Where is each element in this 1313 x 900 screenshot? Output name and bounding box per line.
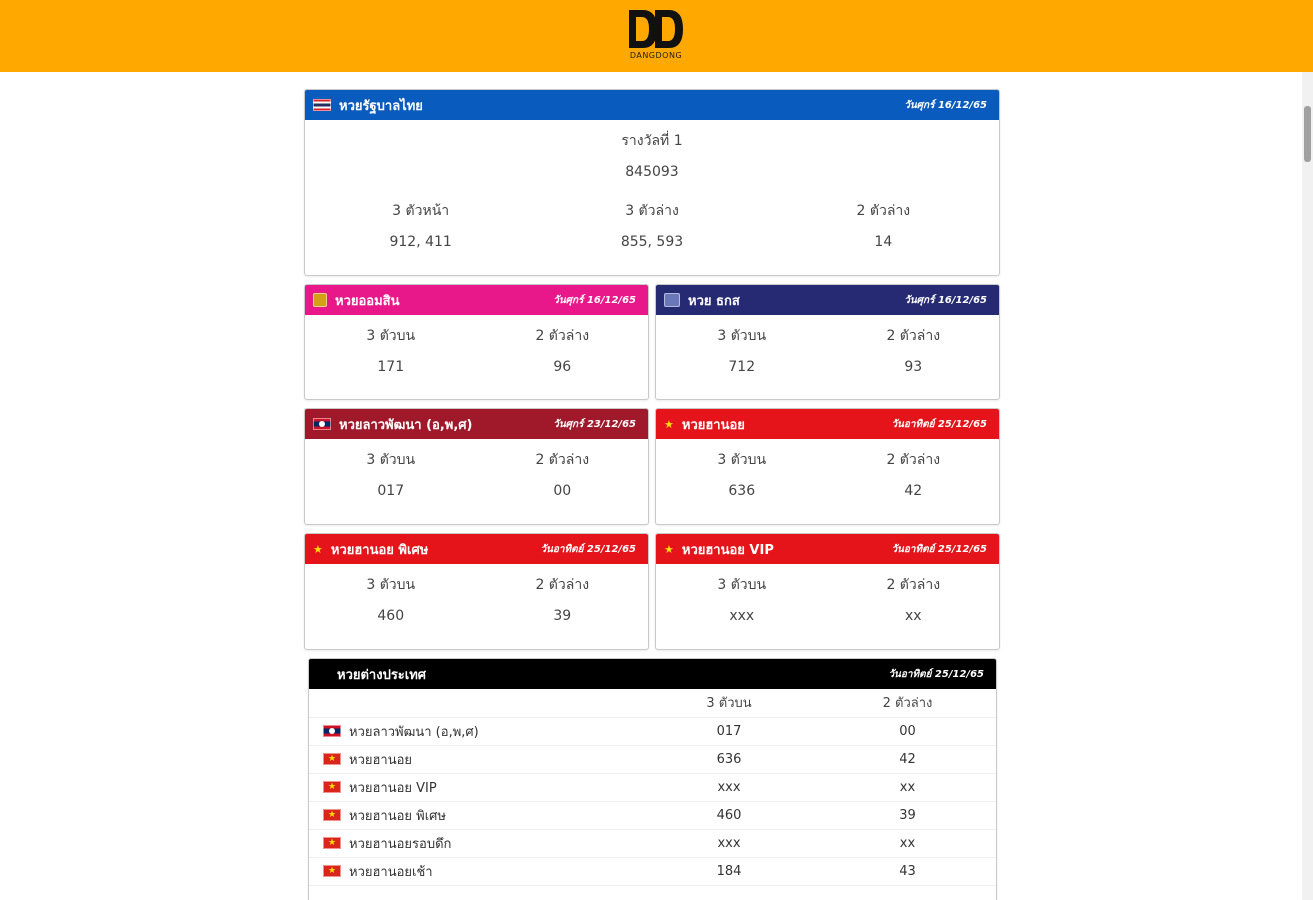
col-value: 636 (728, 483, 756, 499)
card-date: วันอาทิตย์ 25/12/65 (540, 543, 636, 555)
col-value: 96 (553, 359, 572, 375)
vietnam-flag-icon: ★ (323, 781, 341, 793)
lottery-name: หวยฮานอย พิเศษ (349, 808, 446, 824)
col-label: 3 ตัวล่าง (625, 203, 679, 219)
lottery-name: หวยลาวพัฒนา (อ,พ,ศ) (349, 724, 479, 740)
col-label: 3 ตัวบน (717, 452, 767, 468)
card-title: หวยต่างประเทศ (337, 667, 427, 683)
col-value: 93 (904, 359, 923, 375)
column-header: 3 ตัวบน (639, 689, 819, 717)
laos-flag-icon (323, 725, 341, 737)
card-header (656, 285, 999, 315)
col-value: xx (904, 608, 922, 624)
foreign-lottery-card (308, 658, 997, 900)
three-top-value: xxx (639, 829, 819, 857)
col-value: 00 (553, 483, 572, 499)
card-header (305, 285, 648, 315)
hanoi-vip-lottery-card (655, 533, 1000, 650)
col-value: 712 (728, 359, 756, 375)
gsb-logo-icon (313, 293, 327, 307)
top-header-bar (0, 0, 1313, 72)
table-row (309, 773, 996, 801)
three-top-value: 460 (639, 801, 819, 829)
vietnam-star-icon: ★ (664, 542, 674, 556)
lottery-name: หวยฮานอยเช้า (349, 864, 433, 880)
card-title: หวยออมสิน (335, 293, 400, 309)
card-header (305, 534, 648, 564)
col-label: 2 ตัวล่าง (535, 328, 590, 344)
lao-pattana-lottery-card (304, 408, 649, 525)
hanoi-special-lottery-card (304, 533, 649, 650)
card-title: หวยฮานอย พิเศษ (330, 542, 429, 558)
prize1-label: รางวัลที่ 1 (621, 133, 683, 149)
two-bottom-value: xx (819, 829, 996, 857)
col-label: 2 ตัวล่าง (886, 452, 941, 468)
lottery-name: หวยฮานอย VIP (349, 780, 437, 796)
three-top-value: 636 (639, 745, 819, 773)
card-header (656, 409, 999, 439)
two-bottom-value: 39 (819, 801, 996, 829)
column-header: 2 ตัวล่าง (819, 689, 996, 717)
laos-flag-icon (313, 418, 331, 430)
col-label: 3 ตัวบน (717, 328, 767, 344)
col-label: 3 ตัวบน (366, 577, 416, 593)
two-bottom-value: 00 (819, 717, 996, 745)
col-value: 14 (874, 234, 893, 250)
col-value: 460 (377, 608, 405, 624)
lottery-name: หวยฮานอยรอบดึก (349, 836, 452, 852)
two-bottom-value: 42 (819, 745, 996, 773)
foreign-results-table (309, 689, 996, 886)
col-label: 2 ตัวล่าง (886, 577, 941, 593)
dangdong-logo[interactable] (626, 8, 686, 64)
card-date: วันศุกร์ 16/12/65 (553, 294, 636, 306)
card-title: หวยรัฐบาลไทย (339, 98, 423, 114)
card-date: วันศุกร์ 16/12/65 (904, 294, 987, 306)
card-date: วันอาทิตย์ 25/12/65 (891, 543, 987, 555)
baac-lottery-card (655, 284, 1000, 400)
table-row (309, 745, 996, 773)
lottery-name: หวยฮานอย (349, 752, 413, 768)
card-header (309, 659, 996, 689)
table-row (309, 857, 996, 885)
dd-logo-icon (627, 8, 685, 50)
vietnam-flag-icon: ★ (323, 865, 341, 877)
thai-gov-lottery-card (304, 89, 1000, 276)
scrollbar-thumb[interactable] (1304, 106, 1311, 162)
col-label: 2 ตัวล่าง (535, 452, 590, 468)
table-row (309, 829, 996, 857)
thailand-flag-icon (313, 99, 331, 111)
col-value: 855, 593 (620, 234, 684, 250)
table-header-row (309, 689, 996, 717)
three-top-value: 017 (639, 717, 819, 745)
col-value: 42 (904, 483, 923, 499)
page-scrollbar[interactable] (1302, 72, 1313, 900)
col-label: 2 ตัวล่าง (535, 577, 590, 593)
vietnam-flag-icon: ★ (323, 753, 341, 765)
two-bottom-value: 43 (819, 857, 996, 885)
col-value: xxx (729, 608, 755, 624)
card-header (656, 534, 999, 564)
three-top-value: 184 (639, 857, 819, 885)
hanoi-lottery-card (655, 408, 1000, 525)
col-label: 2 ตัวล่าง (886, 328, 941, 344)
prize1-value: 845093 (625, 164, 679, 180)
col-label: 3 ตัวบน (366, 452, 416, 468)
col-label: 2 ตัวล่าง (856, 203, 911, 219)
logo-text: DANGDONG (629, 51, 683, 60)
vietnam-flag-icon: ★ (323, 809, 341, 821)
table-row (309, 801, 996, 829)
col-value: 39 (553, 608, 572, 624)
card-date: วันศุกร์ 16/12/65 (904, 99, 987, 111)
two-bottom-value: xx (819, 773, 996, 801)
col-value: 017 (377, 483, 405, 499)
vietnam-star-icon: ★ (664, 417, 674, 431)
col-label: 3 ตัวบน (717, 577, 767, 593)
col-value: 912, 411 (389, 234, 452, 250)
three-top-value: xxx (639, 773, 819, 801)
table-row (309, 717, 996, 745)
card-date: วันอาทิตย์ 25/12/65 (891, 418, 987, 430)
vietnam-flag-icon: ★ (323, 837, 341, 849)
gsb-lottery-card (304, 284, 649, 400)
card-title: หวยฮานอย (681, 417, 745, 433)
card-header (305, 90, 999, 120)
col-label: 3 ตัวหน้า (392, 203, 450, 219)
col-label: 3 ตัวบน (366, 328, 416, 344)
vietnam-star-icon: ★ (313, 542, 323, 556)
card-title: หวยลาวพัฒนา (อ,พ,ศ) (339, 417, 473, 433)
col-value: 171 (377, 359, 405, 375)
card-title: หวย ธกส (688, 293, 740, 309)
card-title: หวยฮานอย VIP (681, 542, 774, 558)
card-date: วันศุกร์ 23/12/65 (553, 418, 636, 430)
baac-logo-icon (664, 293, 680, 307)
card-header (305, 409, 648, 439)
card-date: วันอาทิตย์ 25/12/65 (888, 668, 984, 680)
